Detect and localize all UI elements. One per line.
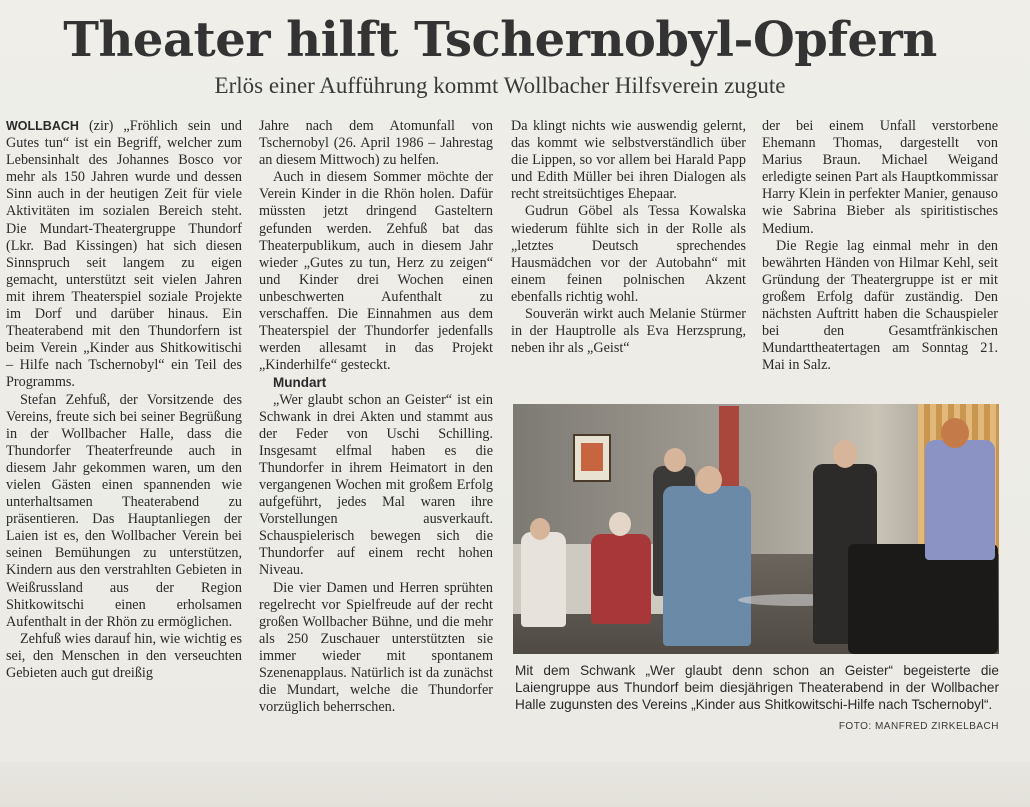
article-column-2 (259, 118, 493, 716)
actor-white-robe (521, 532, 566, 627)
section-heading: Mundart (273, 375, 327, 391)
paragraph: Auch in diesem Sommer möchte der Verein Kinder in die Rhön holen. Dafür müssten jetzt dringend Gasteltern gefunden werden. Zehfuß bat das Theaterpublikum, auch in diesem Jahr wieder „Gutes zu tun, Herz zu zeigen“ und Kinder drei Wochen einen unbeschwerten Aufenthalt zu verschaffen. Die Einnahmen aus dem Theaterspiel der Thundorfer jedenfalls werden allesamt in das Projekt „Kinderhilfe“ gesteckt. (259, 169, 493, 374)
actor-blue-blouse (925, 440, 995, 560)
dateline: WOLLBACH (6, 119, 79, 133)
paragraph: Die Regie lag einmal mehr in den bewährten Händen von Hilmar Kehl, seit Gründung der Theatergruppe ist er mit großem Erfolg dafür zuständig. Den nächsten Auftritt haben die Schauspieler bei den Gesamtfränkischen Mundarttheatertagen am Sonntag 21. Mai in Salz. (762, 237, 998, 374)
paragraph-text: (zir) „Fröhlich sein und Gutes tun“ ist ein Begriff, welcher zum Lebensinhalt des Johannes Bosco vor mehr als 150 Jahren wurde und dessen Sinn auch in der heutigen Zeit für viele Aktivitäten im sozialen Bereich steht. Die Mundart-Theatergruppe Thundorf (Lkr. Bad Kissingen) hat sich diesen Sinnspruch seit langem zu eigen gemacht, unterstützt seit vielen Jahren mit ihrem Theaterspiel soziale Projekte im Dorf und darüber hinaus. Ein Theaterabend mit den Thundorfern ist beim Verein „Kinder aus Shitkowitischi – Hilfe nach Tschernobyl“ ein Teil des Programms. (6, 118, 242, 391)
paragraph: Souverän wirkt auch Melanie Stürmer in der Hauptrolle als Eva Herzsprung, neben ihr als „Geist“ (511, 306, 746, 357)
black-armchair (848, 544, 998, 654)
paragraph: Stefan Zehfuß, der Vorsitzende des Vereins, freute sich bei seiner Begrüßung in der Wollbacher Halle, dass die Thundorfer Theaterfreunde auch in diesem Jahr gekommen waren, um den vielen Gästen einen spannenden wie unterhaltsamen Theaterabend zu präsentieren. Das Hauptanliegen der Laien ist es, den Wollbacher Verein bei seinen Bemühungen zu unterstützen, Kindern aus den verstrahlten Gebieten in Weißrussland aus der Region Shitkowitschi einen erholsamen Aufenthalt in der Rhön zu ermöglichen. (6, 391, 242, 630)
subheadline: Erlös einer Aufführung kommt Wollbacher Hilfsverein zugute (214, 73, 786, 98)
article-column-4 (762, 118, 998, 374)
article-column-3 (511, 118, 746, 357)
paragraph: Jahre nach dem Atomunfall von Tschernobyl (26. April 1986 – Jahrestag an diesem Mittwoch) zu helfen. (259, 118, 493, 169)
article-column-1 (6, 118, 242, 682)
wall-picture (573, 434, 611, 482)
paragraph (6, 118, 242, 392)
headline: Theater hilft Tschernobyl-Opfern (63, 12, 937, 68)
page-margin (0, 762, 1030, 807)
paragraph: Die vier Damen und Herren sprühten regelrecht vor Spielfreude auf der recht großen Wollbacher Bühne, und die mehr als 250 Zuschauer unterstützten sie immer wieder mit spontanem Szenenapplaus. Natürlich ist da zunächst die Mundart, welche die Thundorfer vorzüglich beherrschen. (259, 579, 493, 716)
photo-caption: Mit dem Schwank „Wer glaubt denn schon an Geister“ begeisterte die Laiengruppe aus Thundorf beim diesjährigen Theaterabend in der Wollbacher Halle zugunsten des Vereins „Kinder aus Shitkowitschi-Hilfe nach Tschernobyl“. (515, 663, 999, 713)
actor-seated-man (663, 486, 751, 646)
paragraph: Zehfuß wies darauf hin, wie wichtig es sei, den Menschen in den verseuchten Gebieten auch gut dreißig (6, 630, 242, 681)
paragraph: Gudrun Göbel als Tessa Kowalska wiederum fühlte sich in der Rolle als „letztes Deutsch sprechendes Hausmädchen vor der Autobahn“ mit einem feinen polnischen Akzent ebenfalls richtig wohl. (511, 203, 746, 305)
paragraph: der bei einem Unfall verstorbene Ehemann Thomas, dargestellt von Marius Braun. Michael Weigand erledigte seinen Part als Hauptkommissar Harry Klein in perfekter Manier, genauso wie Sabrina Bieber als spiritistisches Medium. (762, 118, 998, 237)
actor-red-dress (591, 534, 651, 624)
photo-credit: FOTO: MANFRED ZIRKELBACH (838, 721, 999, 732)
paragraph: Da klingt nichts wie auswendig gelernt, das kommt wie selbstverständlich über die Lippen, so vor allem bei Harald Papp und Edith Müller bei ihren Dialogen als recht streitsüchtiges Ehepaar. (511, 118, 746, 203)
theater-photo (513, 404, 999, 654)
paragraph: „Wer glaubt schon an Geister“ ist ein Schwank in drei Akten und stammt aus der Feder von Uschi Schilling. Insgesamt elfmal haben es die Thundorfer in ihrem Heimatort in den vergangenen Wochen mit großem Erfolg aufgeführt, jedes Mal waren ihre Vorstellungen ausverkauft. Schauspielerisch bewegen sich die Thundorfer auf einem recht hohen Niveau. (259, 391, 493, 579)
